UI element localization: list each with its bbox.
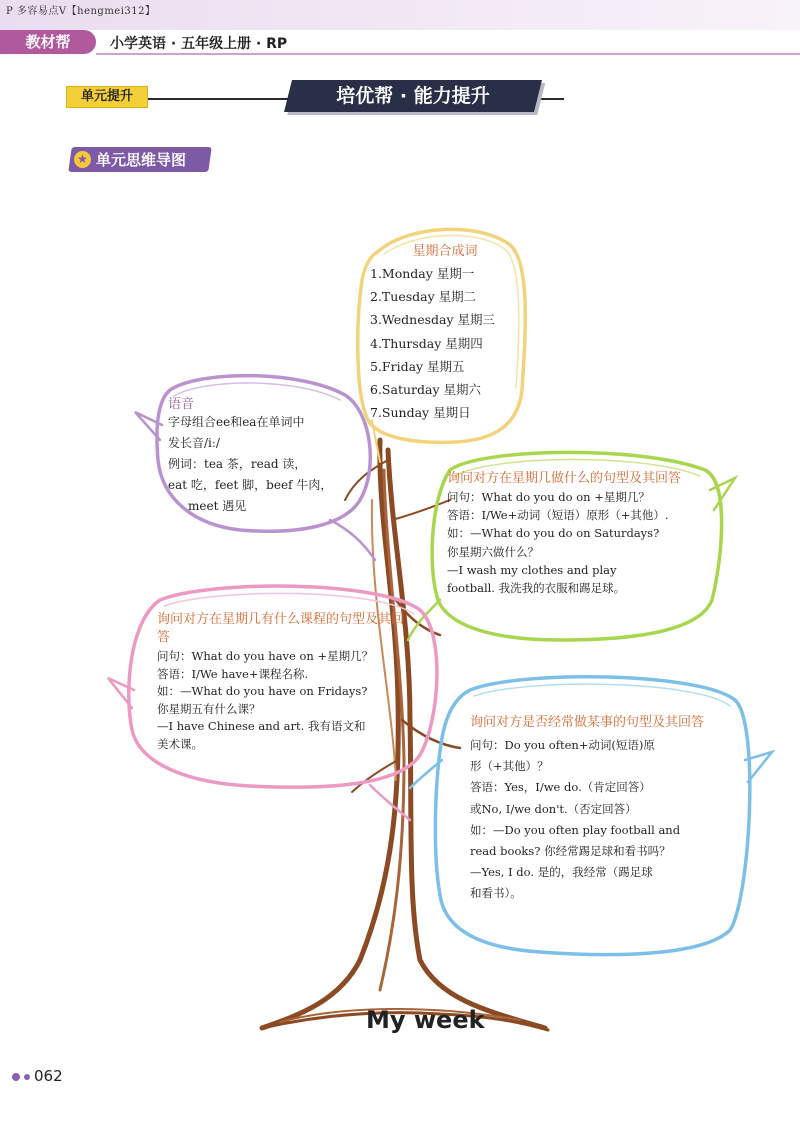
weekend-line: 你星期六做什么？ [447, 544, 539, 559]
phonics-node [168, 393, 368, 517]
weekdays-title: 星期合成词 [412, 244, 478, 259]
classes-line: 美术课。 [157, 736, 203, 751]
often-line: 或No, I/we don't.（否定回答） [470, 801, 637, 816]
weekend-line: —I wash my clothes and play [447, 562, 617, 577]
book-badge: 教材帮 [0, 30, 96, 54]
weekday-item: 3.Wednesday 星期三 [370, 312, 496, 328]
classes-line: —I have Chinese and art. 我有语文和 [157, 719, 366, 733]
weekend-line: 答语：I/We+动词（短语）原形（+其他）. [447, 508, 669, 523]
often-line: read books? 你经常踢足球和看书吗？ [470, 844, 671, 859]
phonics-line: 发长音/iː/ [168, 436, 220, 450]
weekday-item: 5.Friday 星期五 [370, 358, 465, 374]
phonics-title: 语音 [168, 397, 195, 412]
weekend-line: football. 我洗我的衣服和踢足球。 [447, 581, 626, 596]
weekday-item: 6.Saturday 星期六 [370, 382, 481, 398]
classes-line: 如：—What do you have on Fridays? [157, 684, 368, 698]
classes-line: 问句：What do you have on +星期几？ [157, 649, 374, 663]
weekend-line: 问句：What do you do on +星期几？ [447, 490, 650, 504]
watermark-text: P 多容易点V【hengmei312】 [6, 6, 156, 17]
page-dot-icon [12, 1073, 20, 1081]
section-banner-title: 培优帮 · 能力提升 [336, 85, 490, 107]
weekday-item: 7.Sunday 星期日 [370, 405, 471, 421]
classes-line: 你星期五有什么课？ [157, 701, 261, 716]
unit-tag: 单元提升 [66, 86, 148, 108]
often-line: 和看书）。 [470, 886, 522, 901]
weekday-item: 2.Tuesday 星期二 [370, 289, 477, 305]
mindmap-root-label: My week [366, 1006, 485, 1034]
weekend-line: 如：—What do you do on Saturdays? [447, 526, 660, 541]
mindmap-label: 单元思维导图 [96, 151, 187, 169]
phonics-line: eat 吃，feet 脚，beef 牛肉， [168, 478, 333, 492]
weekend-node [447, 470, 712, 597]
star-icon: ★ [74, 151, 91, 168]
classes-node [157, 611, 415, 753]
often-node [470, 714, 732, 905]
book-subject-title: 小学英语 · 五年级上册 · RP [110, 36, 288, 52]
weekdays-node [370, 240, 520, 424]
weekday-item: 1.Monday 星期一 [370, 266, 475, 281]
often-line: —Yes, I do. 是的，我经常（踢足球 [470, 865, 653, 880]
often-title: 询问对方是否经常做某事的句型及其回答 [470, 715, 705, 730]
classes-line: 答语：I/We have+课程名称. [157, 666, 309, 681]
phonics-line: meet 遇见 [188, 499, 247, 513]
often-line: 答语：Yes，I/we do.（肯定回答） [470, 780, 651, 795]
often-line: 如：—Do you often play football and [470, 822, 681, 837]
often-line: 问句：Do you often+动词(短语)原 [470, 738, 655, 752]
often-line: 形（+其他）？ [470, 759, 549, 774]
weekday-item: 4.Thursday 星期四 [370, 335, 483, 351]
phonics-line: 字母组合ee和ea在单词中 [168, 415, 305, 429]
phonics-line: 例词：tea 茶，read 读， [168, 457, 307, 471]
page-dot-icon [24, 1074, 30, 1080]
classes-title: 询问对方在星期几有什么课程的句型及其回答 [157, 612, 405, 645]
weekend-title: 询问对方在星期几做什么的句型及其回答 [447, 471, 682, 486]
page-number: 062 [34, 1067, 63, 1085]
